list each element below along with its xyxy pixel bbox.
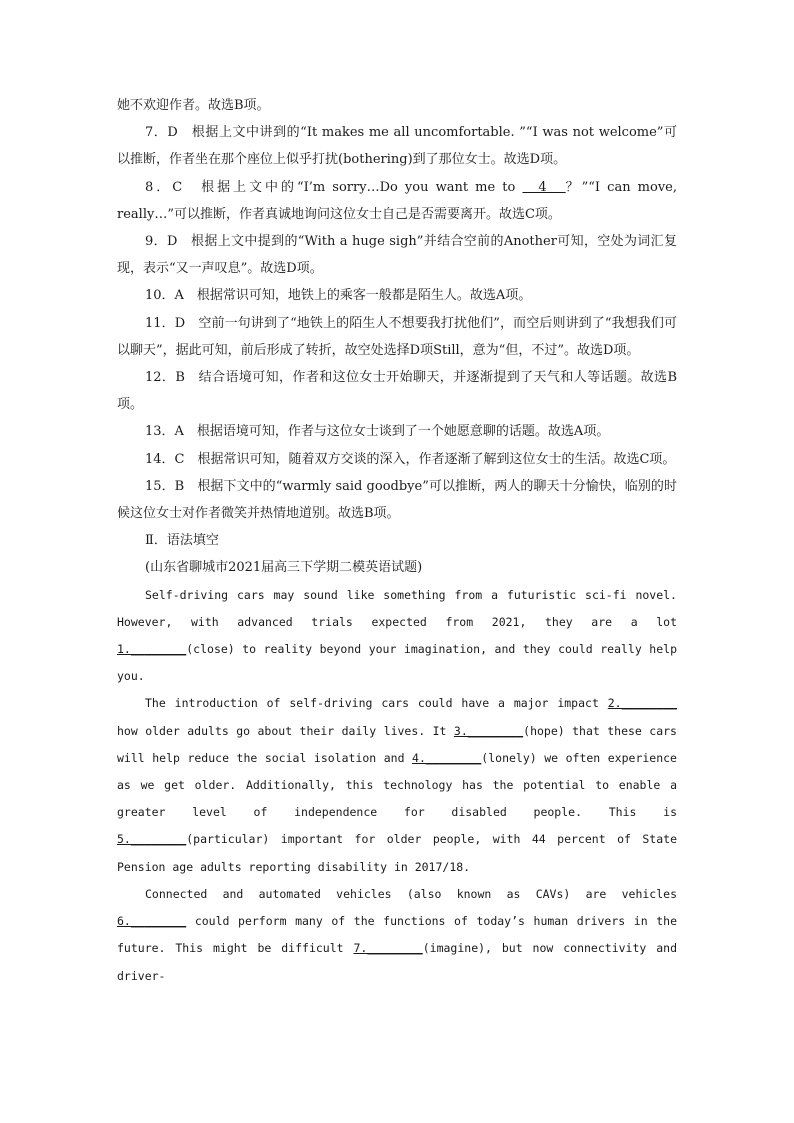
passage-text: (hope) that these cars will help reduce the social isolation and <box>117 723 677 765</box>
blank-3[interactable]: 3.________ <box>453 723 524 738</box>
blank-1[interactable]: 1.________ <box>117 642 187 657</box>
passage-text: The introduction of self-driving cars could have a major impact <box>145 696 608 711</box>
passage-text: how older adults go about their daily lives. It <box>117 723 454 738</box>
passage-text: Connected and automated vehicles (also known as CAVs) are vehicles <box>145 886 677 901</box>
section-source: (山东省聊城市2021届高三下学期二模英语试题) <box>145 560 423 576</box>
answer-9: 9．D 根据上文中提到的“With a huge sigh”并结合空前的Another可知，空处为词汇复现，表示“又一声叹息”。故选D项。 <box>117 234 677 277</box>
answer-10: 10．A 根据常识可知，地铁上的乘客一般都是陌生人。故选A项。 <box>145 288 532 304</box>
blank-2[interactable]: 2.________ <box>607 696 677 711</box>
passage-text: could perform many of the functions of today’s human drivers in the future. This might be difficult <box>117 914 677 956</box>
answer-8-text-a: 8．C 根据上文中的“I’m sorry…Do you want me to <box>145 179 523 195</box>
blank-6[interactable]: 6.________ <box>117 914 187 929</box>
passage-paragraph-1 <box>117 582 677 691</box>
answer-11: 11．D 空前一句讲到了“地铁上的陌生人不想要我打扰他们”，而空后则讲到了“我想我们可以聊天”，据此可知，前后形成了转折，故空处选择D项Still，意为“但，不过”。故选D项。 <box>117 315 677 358</box>
answer-13: 13．A 根据语境可知，作者与这位女士谈到了一个她愿意聊的话题。故选A项。 <box>145 424 610 440</box>
blank-5[interactable]: 5.________ <box>117 832 187 847</box>
passage-text: (particular) important for older people, with 44 percent of State Pension age adults reporting disability in 2017/18. <box>117 832 677 874</box>
blank-4[interactable]: 4.________ <box>412 750 482 765</box>
passage-text: (imagine), but now connectivity and driver- <box>117 941 677 983</box>
answer-7: 7．D 根据上文中讲到的“It makes me all uncomfortable. ”“I was not welcome”可以推断，作者坐在那个座位上似乎打扰(bothering)到了那位女士。故选D项。 <box>117 125 677 168</box>
answer-14: 14．C 根据常识可知，随着双方交谈的深入，作者逐渐了解到这位女士的生活。故选C项。 <box>145 451 676 467</box>
document-content <box>117 92 677 990</box>
answer-15: 15．B 根据下文中的“warmly said goodbye”可以推断，两人的聊天十分愉快，临别的时候这位女士对作者微笑并热情地道别。故选B项。 <box>117 478 677 522</box>
passage-text: (lonely) we often experience as we get older. Additionally, this technology has the potential to enable a greater level of independence for disabled people. This is <box>117 750 677 820</box>
passage-paragraph-2 <box>117 690 677 880</box>
answer-8-text-b: ？”“I can move, really…”可以推断，作者真诚地询问这位女士自己是否需要离开。故选C项。 <box>117 179 677 222</box>
answer-continuation: 她不欢迎作者。故选B项。 <box>117 98 270 113</box>
blank-7[interactable]: 7.________ <box>353 941 423 956</box>
answer-8 <box>117 174 677 228</box>
passage-text: (close) to reality beyond your imagination, and they could really help you. <box>117 642 677 684</box>
answer-8-blank: 4 <box>522 179 566 195</box>
passage-paragraph-3 <box>117 881 677 990</box>
answer-12: 12．B 结合语境可知，作者和这位女士开始聊天，并逐渐提到了天气和人等话题。故选B项。 <box>117 370 677 413</box>
section-title: Ⅱ．语法填空 <box>145 533 219 549</box>
passage-text: Self-driving cars may sound like something from a futuristic sci-fi novel. However, with advanced trials expected from 2021, they are a lot <box>117 587 677 629</box>
